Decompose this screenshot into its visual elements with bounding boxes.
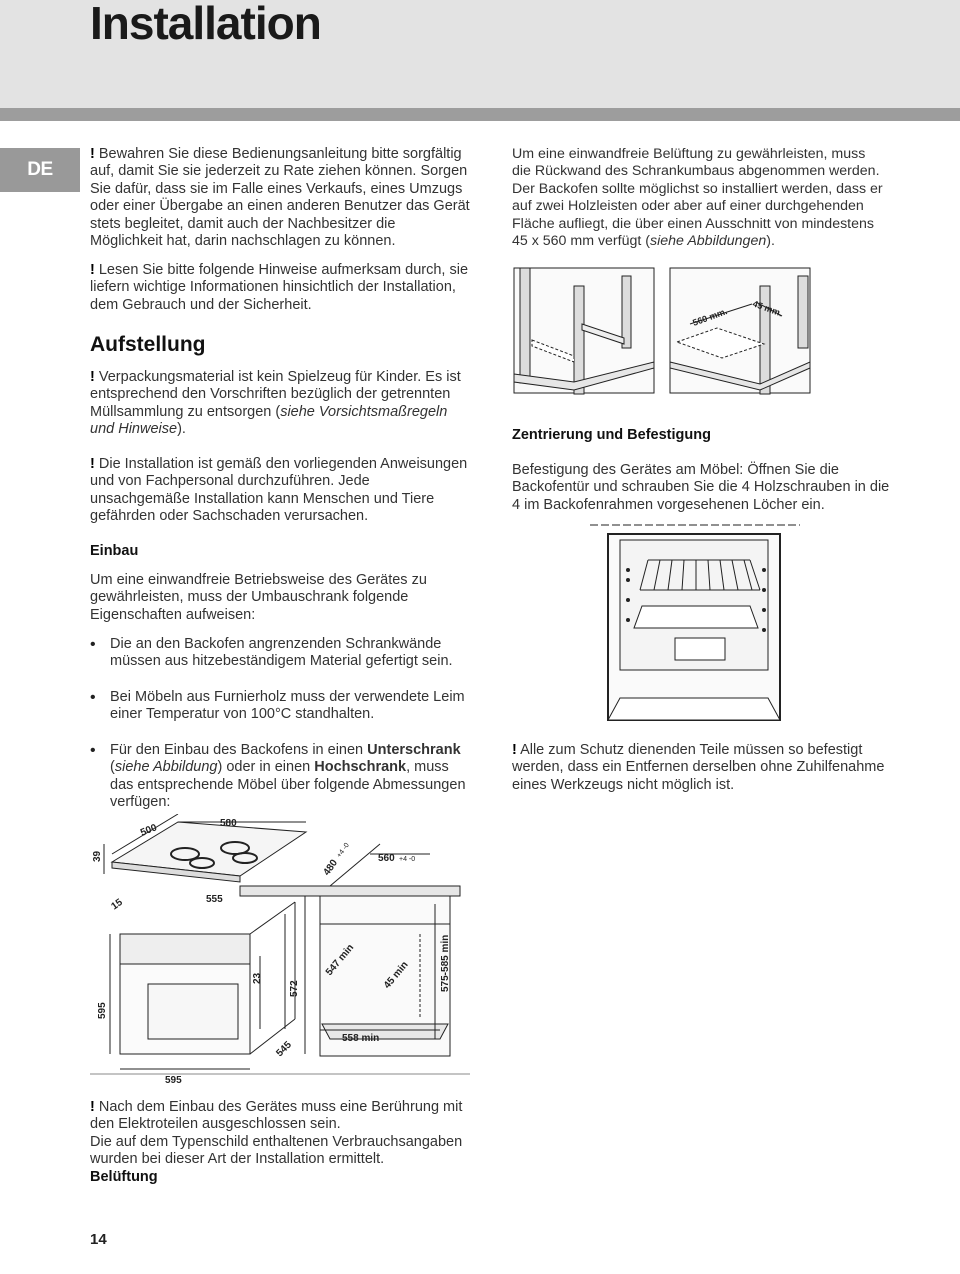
aufstellung-paragraph-2 — [90, 456, 470, 526]
safety-text: Alle zum Schutz dienenden Teile müssen so befestigt werden, dass ein Entfernen derselben ohne Zuhilfenahme eines Werkzeugs nicht möglich ist. — [512, 742, 885, 793]
dim-547: 547 min — [323, 942, 357, 978]
dim-23: 23 — [252, 972, 263, 984]
oven-door-window — [148, 984, 238, 1039]
warning-mark: ! — [512, 742, 517, 758]
einbau-heading: Einbau — [90, 543, 139, 559]
intro-paragraph-2 — [90, 262, 470, 314]
oven-tray — [634, 606, 758, 628]
header-bar — [0, 108, 960, 121]
intro-2-text: Lesen Sie bitte folgende Hinweise aufmerksam durch, sie liefern wichtige Informationen hinsichtlich der Installation, dem Gebrauch und der Sicherheit. — [90, 262, 469, 313]
warning-mark: ! — [90, 262, 95, 278]
list-item — [90, 636, 470, 672]
aufstellung-heading: Aufstellung — [90, 333, 206, 356]
dim-560mm: 560 mm. — [691, 306, 729, 328]
bullet-3-part: Für den Einbau des Backofens in einen — [110, 742, 368, 758]
dim-595-vertical: 595 — [97, 1002, 108, 1019]
dim-15: 15 — [109, 897, 125, 913]
einbau-intro: Um eine einwandfreie Betriebsweise des Gerätes zu gewährleisten, muss der Umbauschrank folgende Eigenschaften aufweisen: — [90, 572, 427, 623]
bullet-3-part: , muss das entsprechende Möbel über folgende Abmessungen verfügen: — [110, 759, 466, 811]
oven-control-panel — [120, 934, 250, 964]
aufstellung-1-end: ). — [177, 421, 186, 438]
bullet-3-reference: siehe Abbildung — [114, 759, 218, 776]
cabinet-side-panel — [520, 268, 530, 383]
cabinet-side-panel — [798, 276, 808, 348]
aufstellung-paragraph-1 — [90, 369, 465, 439]
dim-575-585: 575-585 min — [440, 934, 451, 992]
list-item — [90, 689, 470, 725]
bullet-dot: • — [90, 689, 96, 706]
aufstellung-1-text: Verpackungsmaterial ist kein Spielzeug für Kinder. Es ist entsprechend den Vorschriften bezüglich der getrennten Müllsammlung zu entsorgen ( — [90, 369, 461, 420]
bullet-text — [110, 742, 470, 812]
intro-paragraph-1 — [90, 146, 470, 250]
after-installation-note — [90, 1099, 470, 1186]
cabinet-floor — [322, 1024, 448, 1039]
ventilation-text: Um eine einwandfreie Belüftung zu gewährleisten, muss die Rückwand des Schrankumbaus abgenommen werden. Der Backofen sollte möglichst so installiert werden, dass er auf zwei Holzleisten oder aber auf einer durchgehenden Fläche aufliegt, die über einen Ausschnitt von mindestens 45 x 560 mm verfügt ( — [512, 146, 883, 250]
bullet-text: Bei Möbeln aus Furnierholz muss der verwendete Leim einer Temperatur von 100°C standhalten. — [110, 689, 465, 723]
ventilation-reference: siehe Abbildungen — [650, 233, 767, 250]
installation-dimensions-figure — [90, 814, 470, 1094]
dim-45: 45 min — [381, 959, 411, 991]
zentrierung-paragraph: Befestigung des Gerätes am Möbel: Öffnen Sie die Backofentür und schrauben Sie die 4 Holzschrauben in die 4 im Backofenrahmen vorgesehenen Löcher ein. — [512, 462, 890, 513]
intro-1-text: Bewahren Sie diese Bedienungsanleitung bitte sorgfältig auf, damit Sie sie jederzeit zu Rate ziehen können. Sorgen Sie dafür, dass sie im Falle eines Verkaufs, eines Umzugs oder einer Übergabe an einen anderen Benutzer das Gerät stets begleitet, damit auch der Nachbesitzer die Möglichkeit hat, darin nachschlagen zu können. — [90, 146, 470, 250]
oven-fixing-figure — [590, 520, 800, 735]
bullet-3-part: ) oder in einen — [217, 759, 315, 776]
oven-side-edge — [250, 902, 295, 934]
safety-note — [512, 742, 892, 794]
dim-560-tolerance: +4 -0 — [399, 856, 416, 863]
cabinet-ventilation-figures — [512, 264, 812, 399]
bullet-dot: • — [90, 742, 96, 759]
language-tab: DE — [0, 148, 80, 192]
dim-45mm: 45 mm. — [751, 298, 784, 319]
dim-580: 580 — [220, 818, 237, 829]
oven-rear-panel — [675, 638, 725, 660]
warning-mark: ! — [90, 1099, 95, 1115]
ventilation-paragraph — [512, 146, 887, 250]
warning-mark: ! — [90, 146, 95, 162]
warning-mark: ! — [90, 456, 95, 472]
page-number: 14 — [90, 1231, 107, 1248]
ventilation-end: ). — [766, 233, 775, 250]
aufstellung-2-text: Die Installation ist gemäß den vorliegenden Anweisungen und von Fachpersonal durchzuführen. Jede unsachgemäße Installation kann Menschen und Tiere gefährden oder Sachschaden verursachen. — [90, 456, 468, 525]
dim-500: 500 — [139, 822, 159, 839]
dim-545: 545 — [274, 1039, 294, 1060]
bullet-3-part: ( — [110, 759, 115, 776]
dim-560: 560 — [378, 853, 395, 864]
dim-480-tolerance: +4 -0 — [335, 841, 351, 860]
warning-mark: ! — [90, 369, 95, 385]
dim-595-horizontal: 595 — [165, 1075, 182, 1086]
dim-480: 480 — [321, 857, 341, 878]
page-title: Installation — [90, 0, 321, 49]
aufstellung-1-reference: siehe Vorsichtsmaßregeln und Hinweise — [90, 403, 448, 438]
rating-plate-note: Die auf dem Typenschild enthaltenen Verbrauchsangaben wurden bei dieser Art der Installation ermittelt. — [90, 1133, 463, 1168]
cabinet-side-panel — [574, 286, 584, 394]
bullet-dot: • — [90, 636, 96, 653]
zentrierung-heading: Zentrierung und Befestigung — [512, 427, 711, 443]
countertop — [240, 886, 460, 896]
cabinet-side-panel — [622, 276, 631, 348]
dim-572: 572 — [289, 980, 300, 997]
dim-39: 39 — [92, 850, 103, 862]
hochschrank-term: Hochschrank — [314, 759, 407, 776]
list-item — [90, 742, 470, 812]
unterschrank-term: Unterschrank — [367, 742, 461, 758]
dim-558: 558 min — [342, 1033, 380, 1044]
oven-door-lower — [608, 698, 780, 720]
after-installation-text: Nach dem Einbau des Gerätes muss eine Berührung mit den Elektroteilen ausgeschlossen sein. — [90, 1099, 463, 1133]
belueftung-heading: Belüftung — [90, 1168, 158, 1185]
bullet-text: Die an den Backofen angrenzenden Schrankwände müssen aus hitzebeständigem Material gefertigt sein. — [110, 636, 453, 670]
dim-555: 555 — [206, 894, 223, 905]
